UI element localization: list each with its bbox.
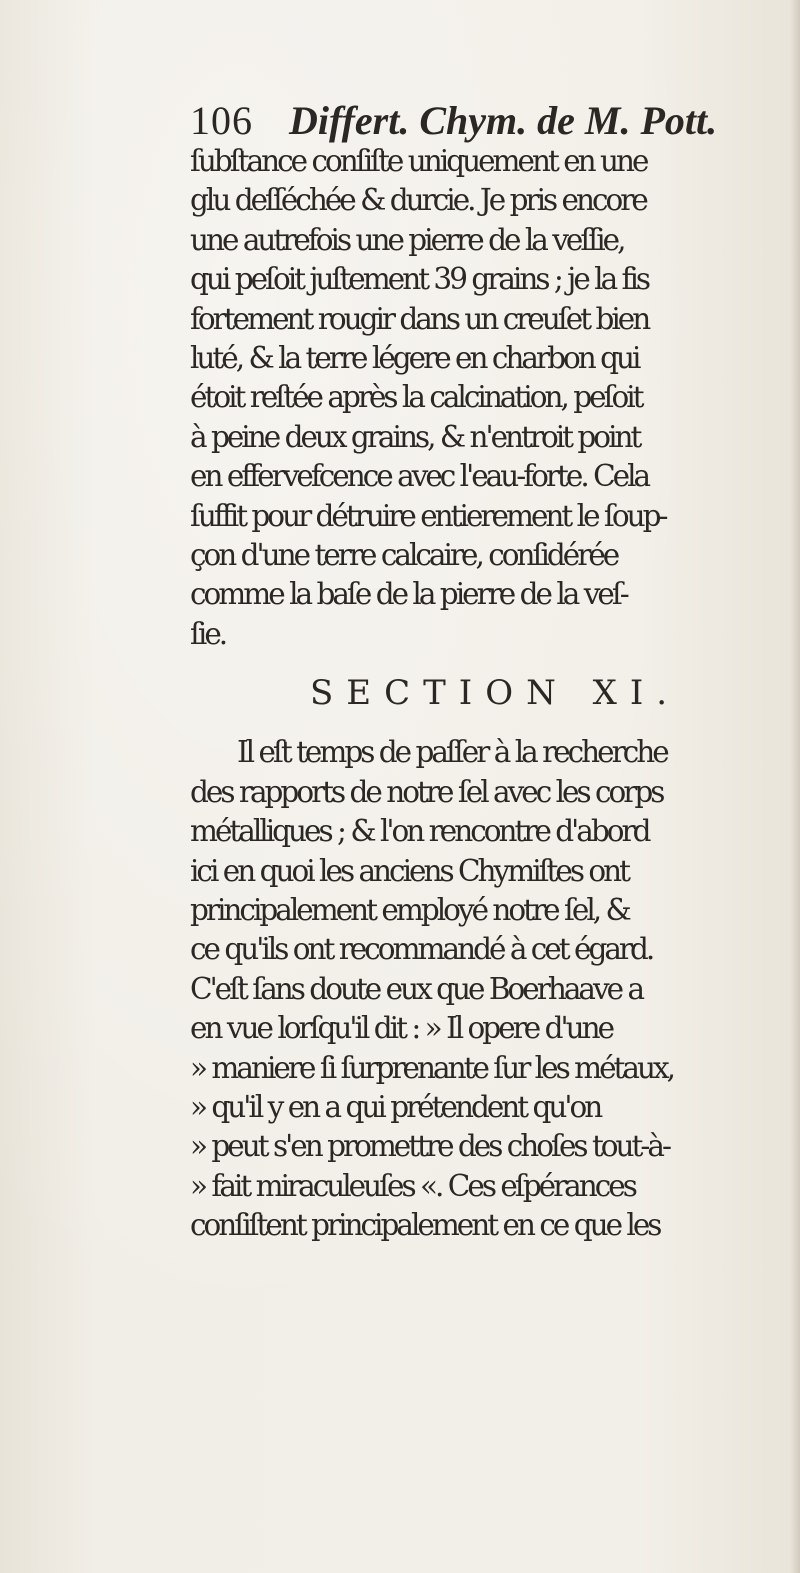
page-number: 106 [190, 98, 253, 143]
text-line: ſubſtance conſiſte uniquement en une [190, 144, 647, 178]
text-line: Il eſt temps de paſſer à la recherche [237, 735, 667, 770]
page-edge-shadow [790, 0, 800, 1573]
text-line: » peut s'en promettre des choſes tout-à- [190, 1129, 669, 1164]
text-line: çon d'une terre calcaire, conſidérée [190, 538, 618, 573]
text-line: en vue lorſqu'il dit : » Il opere d'une [190, 1011, 613, 1046]
text-line: une autrefois une pierre de la veſſie, [190, 222, 624, 257]
text-line: glu deſſéchée & durcie. Je pris encore [190, 183, 646, 218]
paragraph-2 [190, 733, 790, 1245]
text-line: en effervefcence avec l'eau-forte. Cela [190, 459, 649, 494]
section-heading: SECTION XI. [310, 673, 681, 714]
text-line: qui peſoit juſtement 39 grains ; je la fis [190, 262, 649, 297]
text-line: C'eſt ſans doute eux que Boerhaave a [190, 971, 643, 1006]
paragraph-1 [190, 142, 790, 654]
text-line: comme la baſe de la pierre de la veſ- [190, 577, 627, 612]
text-line: ici en quoi les anciens Chymiſtes ont [190, 853, 628, 888]
text-line: conſiſtent principalement en ce que les [190, 1208, 660, 1243]
text-line: étoit reſtée après la calcination, peſoit [190, 380, 642, 415]
text-line: luté, & la terre légere en charbon qui [190, 341, 639, 376]
text-line: fortement rougir dans un creuſet bien [190, 301, 649, 336]
text-line: » maniere ſi ſurprenante ſur les métaux, [190, 1050, 673, 1085]
text-line: principalement employé notre ſel, & [190, 892, 629, 927]
text-line: ſuffit pour détruire entierement le ſoup- [190, 498, 666, 533]
text-block [190, 98, 790, 1246]
text-line: métalliques ; & l'on rencontre d'abord [190, 814, 649, 849]
running-header [190, 98, 790, 142]
running-title: Differt. Chym. de M. Pott. [289, 98, 718, 143]
text-line: ſie. [190, 616, 226, 651]
text-line: des rapports de notre ſel avec les corps [190, 774, 663, 809]
text-line: » fait miraculeuſes «. Ces eſpérances [190, 1168, 635, 1203]
text-line: » qu'il y en a qui prétendent qu'on [190, 1089, 601, 1124]
text-line: ce qu'ils ont recommandé à cet égard. [190, 932, 653, 967]
text-line: à peine deux grains, & n'entroit point [190, 419, 640, 454]
